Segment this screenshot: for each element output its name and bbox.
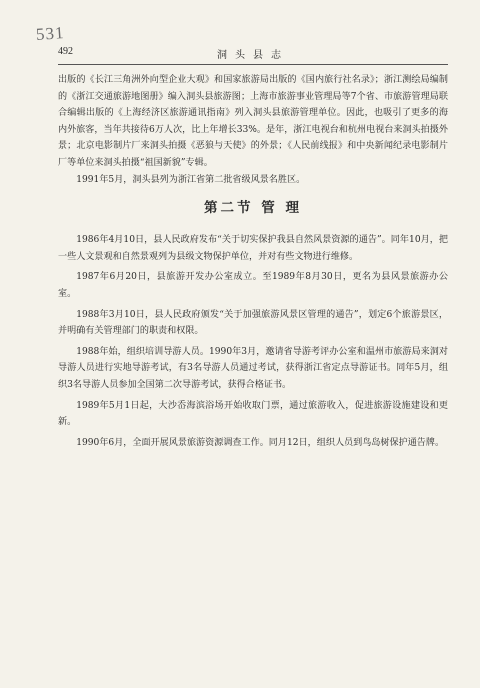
page-header xyxy=(58,46,448,65)
page-number: 492 xyxy=(58,46,73,57)
handwritten-page-stamp: 531 xyxy=(35,23,66,44)
paragraph: 1987年6月20日，县旅游开发办公室成立。至1989年8月30日，更名为县风景旅游办公室。 xyxy=(58,272,448,299)
paragraph: 1986年4月10日，县人民政府发布“关于切实保护我县自然风景资源的通告”。同年10月，把一些人文景观和自然景观列为县级文物保护单位，并对有些文物进行维修。 xyxy=(58,235,448,262)
paragraph: 1991年5月，洞头县列为浙江省第二批省级风景名胜区。 xyxy=(76,174,306,185)
section-title: 第二节 管 理 xyxy=(204,200,302,217)
paragraph: 1988年始，组织培训导游人员。1990年3月，邀请省导游考评办公室和温州市旅游局来洞对导游人员进行实地导游考试，有3名导游人员通过考试，获得浙江省定点导游证书。同年5月，组织3名导游人员参加全国第二次导游考试，获得合格证书。 xyxy=(58,346,448,390)
running-title: 洞头县志 xyxy=(217,50,289,61)
paragraph: 1988年3月10日，县人民政府颁发“关于加强旅游风景区管理的通告”，划定6个旅游景区，并明确有关管理部门的职责和权限。 xyxy=(58,309,448,337)
paragraph: 1989年5月1日起，大沙岙海滨浴场开始收取门票，通过旅游收入，促进旅游设施建设和更新。 xyxy=(58,400,448,428)
paragraph-continued: 出版的《长江三角洲外向型企业大观》和国家旅游局出版的《国内旅行社名录》；浙江测绘局编制的《浙江交通旅游地图册》编入洞头县旅游图；上海市旅游事业管理局等7个省、市旅游管理局联合编辑出版的《上海经济区旅游通讯指南》列入洞头县旅游管理单位。因此，也吸引了更多的海内外旅客，当年共接待6万人次，比上年增长33%。是年，浙江电视台和杭州电视台来洞头拍摄外景；北京电影制片厂来洞头拍摄《恶狼与天使》的外景；《人民前线报》和中央新闻纪录电影制片厂等单位来洞头拍摄“祖国新貌”专辑。 xyxy=(58,75,448,168)
paragraph: 1990年6月，全面开展风景旅游资源调查工作。同月12日，组织人员到鸟岛树保护通告牌。 xyxy=(76,437,445,448)
page-body xyxy=(58,72,448,451)
